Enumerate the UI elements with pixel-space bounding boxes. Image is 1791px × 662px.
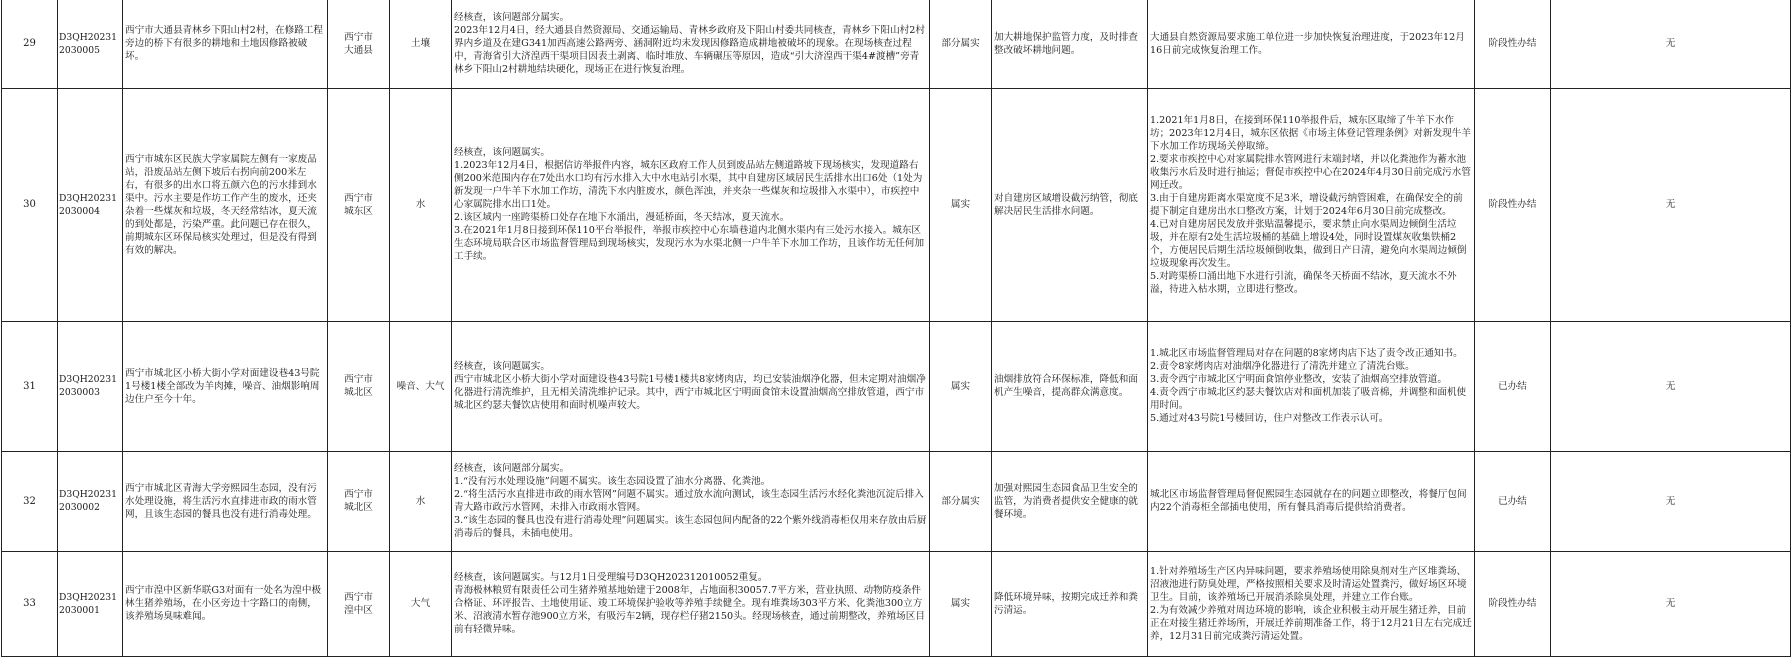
verification-verdict: 部分属实 [930, 451, 992, 551]
handling-status: 已办结 [1475, 451, 1551, 551]
handling-status: 已办结 [1475, 321, 1551, 451]
complaint-content: 西宁市大通县青林乡下阳山村2村，在修路工程旁边的桥下有很多的耕地和土地因修路被破坏。 [123, 0, 328, 88]
complaint-content: 西宁市城北区小桥大街小学对面建设巷43号院1号楼1楼全部改为羊肉摊，噪音、油烟影响周边住户至今十年。 [123, 321, 328, 451]
accountability: 无 [1551, 0, 1791, 88]
verification-verdict: 部分属实 [930, 0, 992, 88]
pollution-type: 土壤 [390, 0, 452, 88]
rectification-goal: 对自建房区域增设截污纳管，彻底解决居民生活排水问题。 [992, 88, 1148, 321]
row-number: 29 [2, 0, 58, 88]
pollution-type: 大气 [390, 551, 452, 656]
administrative-area: 西宁市 城北区 [328, 321, 390, 451]
rectification-goal: 降低环境异味，按期完成迁养和粪污清运。 [992, 551, 1148, 656]
table-row [2, 321, 1791, 451]
pollution-type: 水 [390, 451, 452, 551]
handling-status: 阶段性办结 [1475, 551, 1551, 656]
rectification-goal: 加强对熙园生态园食品卫生安全的监管，为消费者提供安全健康的就餐环境。 [992, 451, 1148, 551]
handling-status: 阶段性办结 [1475, 0, 1551, 88]
verification-verdict: 属实 [930, 88, 992, 321]
administrative-area: 西宁市 城东区 [328, 88, 390, 321]
complaint-content: 西宁市城东区民族大学家属院左侧有一家废品站，沿废品站左侧下坡后右拐向前200米左右，有很多的出水口将五颜六色的污水排到水渠中。污水主要是作坊工作产生的废水，还夹杂着一些煤灰和垃圾，冬天经常结冰，夏天流的到处都是，污染严重。此问题已存在很久，前期城东区环保局核实处理过，但是没有得到有效的解决。 [123, 88, 328, 321]
rectification-measures: 大通县自然资源局要求施工单位进一步加快恢复治理进度，于2023年12月16日前完成恢复治理工作。 [1148, 0, 1475, 88]
row-number: 32 [2, 451, 58, 551]
verification-verdict: 属实 [930, 551, 992, 656]
administrative-area: 西宁市 大通县 [328, 0, 390, 88]
administrative-area: 西宁市 湟中区 [328, 551, 390, 656]
investigation-result: 经核查，该问题部分属实。 2023年12月4日，经大通县自然资源局、交通运输局、青林乡政府及下阳山村委共同核查，青林乡下阳山村2村界内乡道及在建G341加西高速公路两旁、涵洞附近均未发现因修路造成耕地被破坏的现象。在现场核查过程中，青海省引大济湟西干渠项目因表土剥离、临时堆放、车辆碾压等原因，造成“引大济湟西干渠4#渡槽”旁青林乡下阳山2村耕地结块硬化，现场正在进行恢复治理。 [452, 0, 930, 88]
case-code: D3QH202312030003 [58, 321, 123, 451]
case-code: D3QH202312030002 [58, 451, 123, 551]
accountability: 无 [1551, 321, 1791, 451]
complaint-content: 西宁市城北区青海大学旁熙园生态园，没有污水处理设施，将生活污水直排进市政的雨水管网，且该生态园的餐具也没有进行消毒处理。 [123, 451, 328, 551]
investigation-result: 经核查，该问题属实。 西宁市城北区小桥大街小学对面建设巷43号院1号楼1楼共8家烤肉店，均已安装油烟净化器，但未定期对油烟净化器进行清洗维护，且无相关清洗维护记录。其中，西宁市城北区宁明面食馆未设置油烟高空排放管道，西宁市城北区约瑟夫餐饮店使用和面时机噪声较大。 [452, 321, 930, 451]
table-row [2, 88, 1791, 321]
investigation-result: 经核查，该问题部分属实。 1.“没有污水处理设施”问题不属实。该生态园设置了油水分离器、化粪池。 2.“将生活污水直排进市政的雨水管网”问题不属实。通过放水流向测试，该生态园生活污水经化粪池沉淀后排入青大路市政污水管网，未排入市政雨水管网。 3.“该生态园的餐具也没有进行消毒处理”问题属实。该生态园包间内配备的22个紫外线消毒柜仅用来存放由后厨消毒后的餐具，未插电使用。 [452, 451, 930, 551]
rectification-goal: 加大耕地保护监管力度，及时排查整改破坏耕地问题。 [992, 0, 1148, 88]
pollution-type: 水 [390, 88, 452, 321]
table-row [2, 551, 1791, 656]
case-code: D3QH202312030001 [58, 551, 123, 656]
verification-verdict: 属实 [930, 321, 992, 451]
rectification-goal: 油烟排放符合环保标准，降低和面机产生噪音，提高群众满意度。 [992, 321, 1148, 451]
row-number: 31 [2, 321, 58, 451]
accountability: 无 [1551, 451, 1791, 551]
case-code: D3QH202312030004 [58, 88, 123, 321]
table-row [2, 451, 1791, 551]
accountability: 无 [1551, 88, 1791, 321]
rectification-measures: 1.2021年1月8日，在接到环保110举报件后，城东区取缔了牛羊下水作坊；2023年12月4日，城东区依据《市场主体登记管理条例》对新发现牛羊下水加工作坊现场关停取缔。 2.要求市疾控中心对家属院排水管网进行末端封堵，并以化粪池作为蓄水池收集污水后及时进行抽运；督促市疾控中心在2024年4月30日前完成污水管网迁改。 3.由于自建房距离水渠宽度不足3米，增设截污纳管困难，在确保安全的前提下制定自建房出水口整改方案，计划于2024年6月30日前完成整改。 4.已对自建房居民发放并张贴温馨提示，要求禁止向水渠周边倾倒生活垃圾，并在原有2处生活垃圾桶的基础上增设4处，同时设置煤灰收集铁桶2个，方便居民后期生活垃圾倾倒收集，做到日产日清，避免向水渠周边倾倒垃圾现象再次发生。 5.对跨渠桥口涌出地下水进行引流，确保冬天桥面不结冰，夏天流水不外溢，待进入枯水期，立即进行整改。 [1148, 88, 1475, 321]
table-row [2, 0, 1791, 88]
handling-status: 阶段性办结 [1475, 88, 1551, 321]
case-code: D3QH202312030005 [58, 0, 123, 88]
complaint-handling-table [1, 0, 1791, 657]
rectification-measures: 城北区市场监督管理局督促熙园生态园就存在的问题立即整改，将餐厅包间内22个消毒柜全部插电使用，所有餐具消毒后提供给消费者。 [1148, 451, 1475, 551]
administrative-area: 西宁市 城北区 [328, 451, 390, 551]
rectification-measures: 1.针对养殖场生产区内异味问题，要求养殖场使用除臭剂对生产区堆粪场、沼液池进行防臭处理，严格按照相关要求及时清运处置粪污，做好场区环境卫生。目前，该养殖场已开展消杀除臭处理，并建立工作台账。 2.为有效减少养殖对周边环境的影响，该企业积极主动开展生猪迁养，目前正在对接生猪迁养场所，开展迁养前期准备工作，将于12月21日左右完成迁养，12月31日前完成粪污清运处置。 [1148, 551, 1475, 656]
accountability: 无 [1551, 551, 1791, 656]
investigation-result: 经核查，该问题属实。与12月1日受理编号D3QH202312010052重复。 青海极林粮贸有限责任公司生猪养殖基地始建于2008年，占地面积30057.7平方米，营业执照、动物防疫条件合格证、环评报告、土地使用证、竣工环境保护验收等养殖手续健全。现有堆粪场303平方米、化粪池300立方米、沼液清水暂存池900立方米，有吸污车2辆，现存栏仔猪2150头。经现场核查，通过前期整改，养殖场区目前有轻微异味。 [452, 551, 930, 656]
complaint-content: 西宁市湟中区新华联G3对面有一处名为湟中极林生猪养殖场，在小区旁边十字路口的南侧，该养殖场臭味难闻。 [123, 551, 328, 656]
pollution-type: 噪音、大气 [390, 321, 452, 451]
row-number: 33 [2, 551, 58, 656]
rectification-measures: 1.城北区市场监督管理局对存在问题的8家烤肉店下达了责令改正通知书。 2.责令8家烤肉店对油烟净化器进行了清洗并建立了清洗台账。 3.责令西宁市城北区宁明面食馆停业整改，安装了油烟高空排放管道。 4.责令西宁市城北区约瑟夫餐饮店对和面机加装了吸音棉，并调整和面机使用时间。 5.通过对43号院1号楼回访，住户对整改工作表示认可。 [1148, 321, 1475, 451]
row-number: 30 [2, 88, 58, 321]
investigation-result: 经核查，该问题属实。 1.2023年12月4日，根据信访举报件内容，城东区政府工作人员到废品站左侧道路坡下现场核实，发现道路右侧200米范围内存在7处出水口均有污水排入大中水电站引水渠，其中自建房区域居民生活排水出口6处（1处为新发现一户牛羊下水加工作坊，清洗下水内脏废水，颜色浑浊，并夹杂一些煤灰和垃圾排入水渠中），市疾控中心家属院排水出口1处。 2.该区域内一座跨渠桥口处存在地下水涌出，漫延桥面，冬天结冰，夏天流水。 3.在2021年1月8日接到环保110平台举报件，举报市疾控中心东墙巷道内北侧水渠内有三处污水接入。城东区生态环境局联合区市场监督管理局到现场核实，发现污水为水渠北侧一户牛羊下水加工作坊，且该作坊无任何加工手续。 [452, 88, 930, 321]
